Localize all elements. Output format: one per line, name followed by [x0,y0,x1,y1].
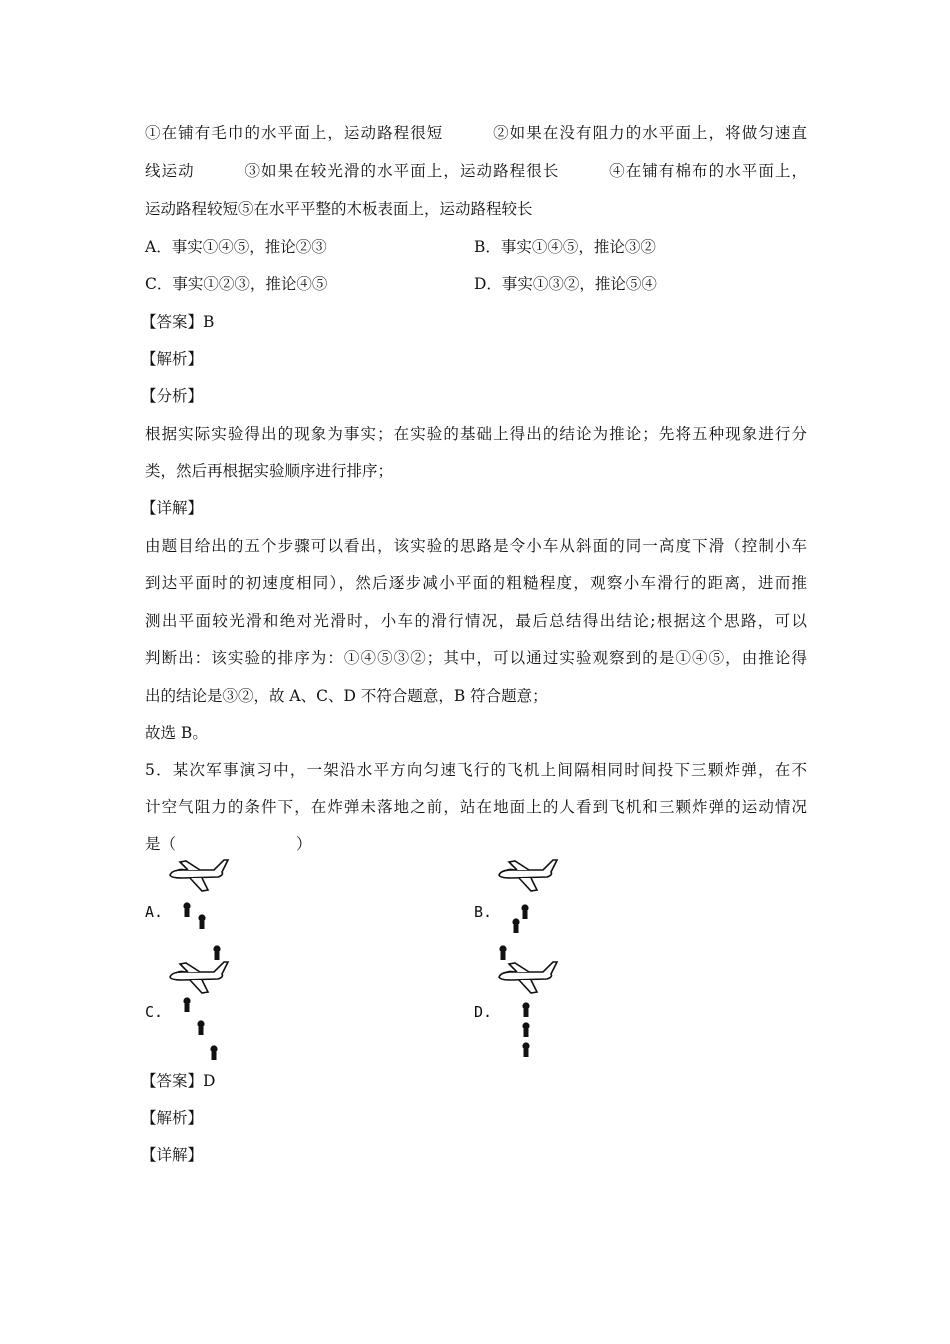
statement-line-3: 运动路程较短⑤在水平平整的木板表面上，运动路程较长 [145,200,533,218]
bomb-icon [521,904,528,919]
q5-line-3-end: ） [296,835,312,853]
q4-detail-heading: 【详解】 [141,499,204,517]
q5-option-a-figure [168,858,238,968]
q5-option-d-label: D. [474,1003,493,1021]
q5-line-3 [145,834,312,854]
q5-line-2: 计空气阻力的条件下，在炸弹未落地之前，站在地面上的人看到飞机和三颗炸弹的运动情况 [145,798,807,816]
q4-option-c: C．事实①②③，推论④⑤ [145,275,328,293]
q5-line-3-start: 是（ [145,835,177,853]
q4-analysis-heading: 【解析】 [141,350,204,368]
bomb-icon [213,945,220,960]
bomb-icon [499,945,506,960]
q5-option-a-label: A. [145,903,164,921]
q4-detail-line-2: 到达平面时的初速度相同），然后逐步减小平面的粗糙程度，观察小车滑行的距离，进而推 [145,574,807,592]
q4-fenxi-line-2: 类，然后再根据实验顺序进行排序； [145,462,394,480]
bomb-icon [522,1022,529,1037]
q4-detail-line-4: 判断出：该实验的排序为：①④⑤③②；其中，可以通过实验观察到的是①④⑤，由推论得 [145,649,807,667]
bomb-icon [210,1045,217,1060]
airplane-icon [170,860,228,891]
q5-line-1: 5．某次军事演习中，一架沿水平方向匀速飞行的飞机上间隔相同时间投下三颗炸弹，在不 [145,761,807,779]
q4-option-d: D．事实①③②，推论⑤④ [474,275,657,293]
q4-detail-line-5: 出的结论是③②，故 A、C、D 不符合题意，B 符合题意； [145,687,548,705]
airplane-icon [499,962,557,993]
q4-fenxi-heading: 【分析】 [141,387,204,405]
q5-option-d-figure [497,960,567,1070]
airplane-icon [170,962,228,993]
q5-option-c-figure [168,960,238,1070]
q4-detail-line-1: 由题目给出的五个步骤可以看出，该实验的思路是令小车从斜面的同一高度下滑（控制小车 [145,537,807,555]
q5-detail-heading: 【详解】 [141,1146,204,1164]
bomb-icon [197,1020,204,1035]
q4-detail-line-3: 测出平面较光滑和绝对光滑时，小车的滑行情况，最后总结得出结论;根据这个思路，可以 [145,612,807,630]
q5-option-b-figure [497,858,567,968]
q5-analysis-heading: 【解析】 [141,1109,204,1127]
q5-option-b-label: B. [474,903,493,921]
statement-line-1: ①在铺有毛巾的水平面上，运动路程很短 ②如果在没有阻力的水平面上，将做匀速直 [145,124,807,142]
airplane-icon [499,860,557,891]
q4-fenxi-line-1: 根据实际实验得出的现象为事实；在实验的基础上得出的结论为推论；先将五种现象进行分 [145,425,807,443]
bomb-icon [522,1002,529,1017]
q4-detail-line-6: 故选 B。 [145,724,208,742]
bomb-icon [183,997,190,1012]
statement-line-2: 线运动 ③如果在较光滑的水平面上，运动路程很长 ④在铺有棉布的水平面上， [145,162,807,180]
q5-option-c-label: C. [145,1003,164,1021]
q4-option-a: A．事实①④⑤，推论②③ [145,238,327,256]
bomb-icon [183,902,190,917]
q4-option-b: B．事实①④⑤，推论③② [474,238,656,256]
q4-answer: 【答案】B [141,313,215,331]
bomb-icon [522,1042,529,1057]
bomb-icon [198,914,205,929]
q5-answer: 【答案】D [141,1072,216,1090]
bomb-icon [512,918,519,933]
